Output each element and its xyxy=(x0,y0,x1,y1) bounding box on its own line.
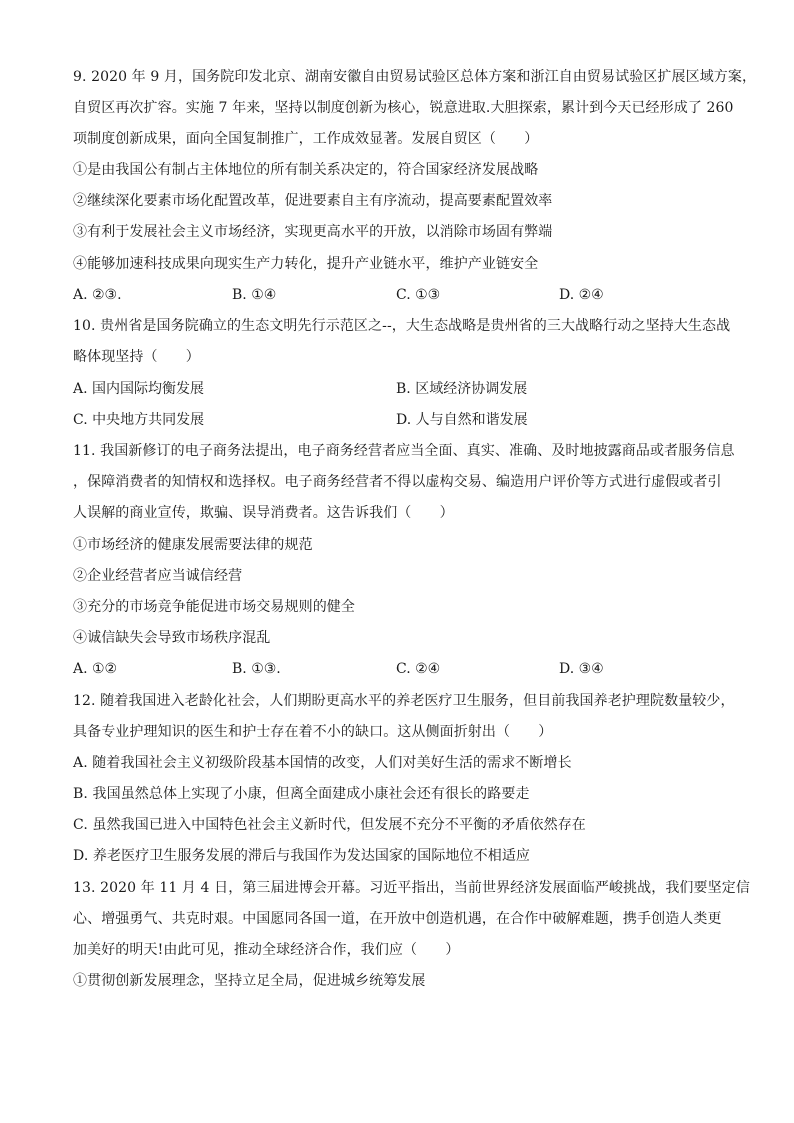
q12-option-a: A. 随着我国社会主义初级阶段基本国情的改变，人们对美好生活的需求不断增长 xyxy=(73,755,572,771)
q11-statement-3: ③充分的市场竞争能促进市场交易规则的健全 xyxy=(73,599,355,615)
q11-option-c: C. ②④ xyxy=(396,661,441,677)
q11-option-a: A. ①② xyxy=(73,661,118,677)
q9-statement-3: ③有利于发展社会主义市场经济，实现更高水平的开放，以消除市场固有弊端 xyxy=(73,224,553,240)
q11-statement-1: ①市场经济的健康发展需要法律的规范 xyxy=(73,537,313,553)
q11-stem-line-1: 11. 我国新修订的电子商务法提出，电子商务经营者应当全面、真实、准确、及时地披露商品或者服务信息 xyxy=(73,443,735,459)
q9-option-d: D. ②④ xyxy=(559,287,604,303)
q9-statement-4: ④能够加速科技成果向现实生产力转化，提升产业链水平，维护产业链安全 xyxy=(73,256,539,272)
q11-option-d: D. ③④ xyxy=(559,661,604,677)
q13-stem-line-2: 心、增强勇气、共克时艰。中国愿同各国一道，在开放中创造机遇，在合作中破解难题，携手创造人类更 xyxy=(73,911,722,927)
q13-statement-1: ①贯彻创新发展理念，坚持立足全局，促进城乡统筹发展 xyxy=(73,973,426,989)
q13-stem-line-1: 13. 2020 年 11 月 4 日，第三届进博会开幕。习近平指出，当前世界经济发展面临严峻挑战，我们要坚定信 xyxy=(73,880,750,896)
q11-statement-4: ④诚信缺失会导致市场秩序混乱 xyxy=(73,630,271,646)
q12-stem-line-2: 具备专业护理知识的医生和护士存在着不小的缺口。这从侧面折射出（ ） xyxy=(73,724,553,740)
q10-stem-line-2: 略体现坚持（ ） xyxy=(73,349,200,365)
q10-stem-line-1: 10. 贵州省是国务院确立的生态文明先行示范区之--，大生态战略是贵州省的三大战略行动之坚持大生态战 xyxy=(73,318,731,334)
q11-option-b: B. ①③. xyxy=(232,661,281,677)
q9-statement-2: ②继续深化要素市场化配置改革，促进要素自主有序流动，提高要素配置效率 xyxy=(73,193,553,209)
q12-option-c: C. 虽然我国已进入中国特色社会主义新时代，但发展不充分不平衡的矛盾依然存在 xyxy=(73,817,586,833)
q9-option-b: B. ①④ xyxy=(232,287,277,303)
q10-option-a: A. 国内国际均衡发展 xyxy=(73,381,205,397)
q9-stem-line-1: 9. 2020 年 9 月，国务院印发北京、湖南安徽自由贸易试验区总体方案和浙江自由贸易试验区扩展区域方案， xyxy=(73,69,757,85)
q9-statement-1: ①是由我国公有制占主体地位的所有制关系决定的，符合国家经济发展战略 xyxy=(73,162,539,178)
q10-option-b: B. 区域经济协调发展 xyxy=(396,381,528,397)
q11-statement-2: ②企业经营者应当诚信经营 xyxy=(73,568,243,584)
q11-stem-line-3: 人误解的商业宣传，欺骗、误导消费者。这告诉我们（ ） xyxy=(73,505,454,521)
q10-option-d: D. 人与自然和谐发展 xyxy=(396,412,528,428)
q9-stem-line-3: 项制度创新成果，面向全国复制推广，工作成效显著。发展自贸区（ ） xyxy=(73,131,539,147)
q13-stem-line-3: 加美好的明天!由此可见，推动全球经济合作，我们应（ ） xyxy=(73,942,460,958)
q9-option-a: A. ②③. xyxy=(73,287,122,303)
q12-option-b: B. 我国虽然总体上实现了小康，但离全面建成小康社会还有很长的路要走 xyxy=(73,786,530,802)
q11-stem-line-2: ，保障消费者的知情权和选择权。电子商务经营者不得以虚构交易、编造用户评价等方式进行虚假或者引 xyxy=(73,474,722,490)
q10-option-c: C. 中央地方共同发展 xyxy=(73,412,205,428)
q9-stem-line-2: 自贸区再次扩容。实施 7 年来，坚持以制度创新为核心，锐意进取.大胆探索，累计到今天已经形成了 260 xyxy=(73,100,734,116)
q9-option-c: C. ①③ xyxy=(396,287,441,303)
q12-stem-line-1: 12. 随着我国进入老龄化社会，人们期盼更高水平的养老医疗卫生服务，但目前我国养老护理院数量较少， xyxy=(73,693,735,709)
q12-option-d: D. 养老医疗卫生服务发展的滞后与我国作为发达国家的国际地位不相适应 xyxy=(73,848,531,864)
